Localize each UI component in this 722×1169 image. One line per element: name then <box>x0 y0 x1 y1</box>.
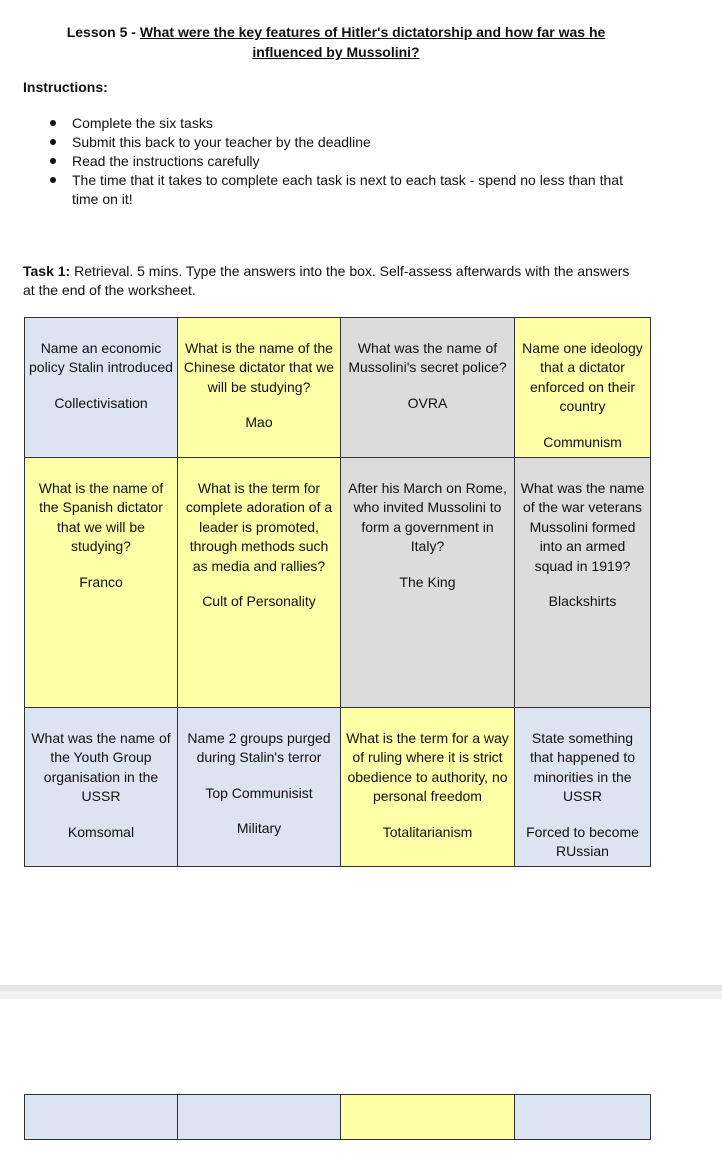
cell-answer: Mao <box>245 414 273 431</box>
cell-answer: OVRA <box>407 394 448 411</box>
next-page-cell[interactable] <box>25 1095 178 1140</box>
grid-cell-r2c1[interactable] <box>25 458 178 708</box>
grid-cell-r2c2[interactable] <box>178 458 341 708</box>
grid-cell-r2c3[interactable] <box>341 458 515 708</box>
lesson-question-line1: What were the key features of Hitler's dictatorship and how far was he <box>139 24 606 40</box>
grid-cell-r1c3[interactable] <box>341 318 515 458</box>
next-page-cell[interactable] <box>341 1095 515 1140</box>
cell-question: After his March on Rome, who invited Mussolini to form a government in Italy? <box>348 480 507 555</box>
grid-cell-r1c4[interactable] <box>515 318 651 458</box>
cell-question: Name one ideology that a dictator enforced on their country <box>522 340 643 415</box>
grid-cell-r3c4[interactable] <box>515 708 651 867</box>
cell-question: What is the name of the Chinese dictator that we will be studying? <box>183 340 335 395</box>
page-separator-shadow <box>0 991 722 999</box>
lesson-title <box>0 22 672 62</box>
next-page-cell[interactable] <box>515 1095 651 1140</box>
cell-question: State something that happened to minorities in the USSR <box>529 730 636 805</box>
grid-cell-r1c1[interactable] <box>25 318 178 458</box>
grid-cell-r2c4[interactable] <box>515 458 651 708</box>
instruction-item: Complete the six tasks <box>48 114 648 133</box>
cell-answer: Totalitarianism <box>382 823 473 840</box>
cell-answer-2: Military <box>236 820 282 837</box>
instructions-list <box>48 114 648 209</box>
cell-question: What is the term for complete adoration of a leader is promoted, through methods such as media and rallies? <box>185 480 333 574</box>
instruction-item: Submit this back to your teacher by the deadline <box>48 133 648 152</box>
grid-cell-r1c2[interactable] <box>178 318 341 458</box>
grid-cell-r3c2[interactable] <box>178 708 341 867</box>
cell-answer: Franco <box>79 573 123 590</box>
task1-label: Task 1: <box>23 263 71 279</box>
cell-answer: Cult of Personality <box>202 593 316 610</box>
lesson-question-line2: influenced by Mussolini? <box>252 44 420 60</box>
cell-question: Name an economic policy Stalin introduced <box>29 340 173 376</box>
cell-question: What is the name of the Spanish dictator that we will be studying? <box>38 480 164 555</box>
cell-answer: Komsomal <box>67 823 135 840</box>
lesson-prefix: Lesson 5 - <box>66 24 140 40</box>
cell-answer: Blackshirts <box>548 593 617 610</box>
cell-question: What was the name of Mussolini's secret police? <box>348 340 507 376</box>
bullet-icon <box>50 139 56 145</box>
instruction-item: The time that it takes to complete each task is next to each task - spend no less than that time on it! <box>48 171 648 209</box>
grid-cell-r3c3[interactable] <box>341 708 515 867</box>
cell-question: What was the name of the Youth Group organisation in the USSR <box>31 730 171 805</box>
next-page-grid-row <box>25 1095 651 1140</box>
cell-answer: The King <box>399 573 456 590</box>
instructions-heading: Instructions: <box>23 79 108 95</box>
bullet-icon <box>50 177 56 183</box>
grid-row-3 <box>25 708 651 867</box>
cell-question: What is the term for a way of ruling where it is strict obedience to authority, no personal freedom <box>346 730 509 805</box>
bullet-icon <box>50 120 56 126</box>
cell-question: What was the name of the war veterans Mussolini formed into an armed squad in 1919? <box>520 480 645 574</box>
cell-answer: Top Communisist <box>205 784 313 801</box>
task1-text: Retrieval. 5 mins. Type the answers into the box. Self-assess afterwards with the answers at the end of the worksheet. <box>23 263 630 298</box>
next-page-grid <box>24 1094 651 1140</box>
grid-row-2 <box>25 458 651 708</box>
cell-answer: Forced to become RUssian <box>526 823 639 860</box>
next-page-cell[interactable] <box>178 1095 341 1140</box>
instruction-item: Read the instructions carefully <box>48 152 648 171</box>
cell-answer: Communism <box>543 433 622 450</box>
retrieval-grid <box>24 317 651 867</box>
task1-instructions <box>23 262 643 300</box>
grid-row-1 <box>25 318 651 458</box>
grid-cell-r3c1[interactable] <box>25 708 178 867</box>
cell-answer: Collectivisation <box>54 394 148 411</box>
bullet-icon <box>50 158 56 164</box>
cell-question: Name 2 groups purged during Stalin's terror <box>187 730 331 766</box>
